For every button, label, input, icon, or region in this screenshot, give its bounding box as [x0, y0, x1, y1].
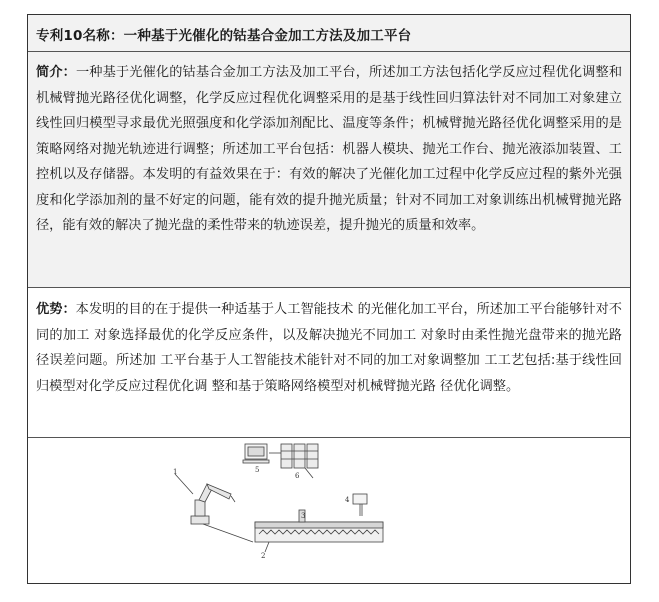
- figure-label-1: 1: [173, 468, 178, 476]
- figure-label-6: 6: [295, 472, 300, 480]
- additive-dispenser-icon: [353, 494, 367, 516]
- advantage-row: [28, 288, 630, 438]
- figure-label-2: 2: [261, 552, 266, 560]
- patent-title: 专利10名称：一种基于光催化的钴基合金加工方法及加工平台: [36, 28, 412, 44]
- summary-label: 简介：: [36, 65, 76, 80]
- summary-text: 一种基于光催化的钴基合金加工方法及加工平台，所述加工方法包括化学反应过程优化调整和机械臂抛光路径优化调整，化学反应过程优化调整采用的是基于线性回归算法针对不同加工对象建立线性回归模型寻求最优光照强度和化学添加剂配比、温度等条件；机械臂抛光路径优化调整采用的是策略网络对抛光轨迹进行调整；所述加工平台包括：机器人模块、抛光工作台、抛光液添加装置、工控机以及存储器。本发明的有益效果在于：有效的解决了光催化加工过程中化学反应过程的紫外光强度和化学添加剂的量不好定的问题，能有效的提升抛光质量；针对不同加工对象训练出机械臂抛光路径，能有效的解决了抛光盘的柔性带来的轨迹误差，提升抛光的质量和效率。: [36, 65, 623, 233]
- industrial-pc-icon: [243, 444, 281, 463]
- advantage-text: 本发明的目的在于提供一种适基于人工智能技术 的光催化加工平台，所述加工平台能够针对不同的加工 对象选择最优的化学反应条件，以及解决抛光不同加工 对象时由柔性抛光盘带来的抛光路径误差问题。所述加 工平台基于人工智能技术能针对不同的加工对象调整加 工工艺包括:基于线性回归模型对化学反应过程优化调 整和基于策略网络模型对机械臂抛光路 径优化调整。: [36, 302, 622, 394]
- figure-label-4: 4: [345, 496, 350, 504]
- advantage-label: 优势：: [36, 302, 76, 317]
- advantage-paragraph: [36, 297, 622, 399]
- figure-label-3: 3: [301, 512, 306, 520]
- processing-platform-diagram: [173, 438, 403, 583]
- summary-paragraph: [36, 60, 622, 239]
- patent-card: [27, 14, 631, 584]
- figure-label-5: 5: [255, 466, 260, 474]
- figure-row: [28, 438, 630, 583]
- title-row: [28, 15, 630, 52]
- storage-rack-icon: [281, 444, 318, 478]
- summary-row: [28, 52, 630, 288]
- polishing-table-icon: [255, 510, 383, 552]
- robot-arm-icon: [175, 474, 253, 542]
